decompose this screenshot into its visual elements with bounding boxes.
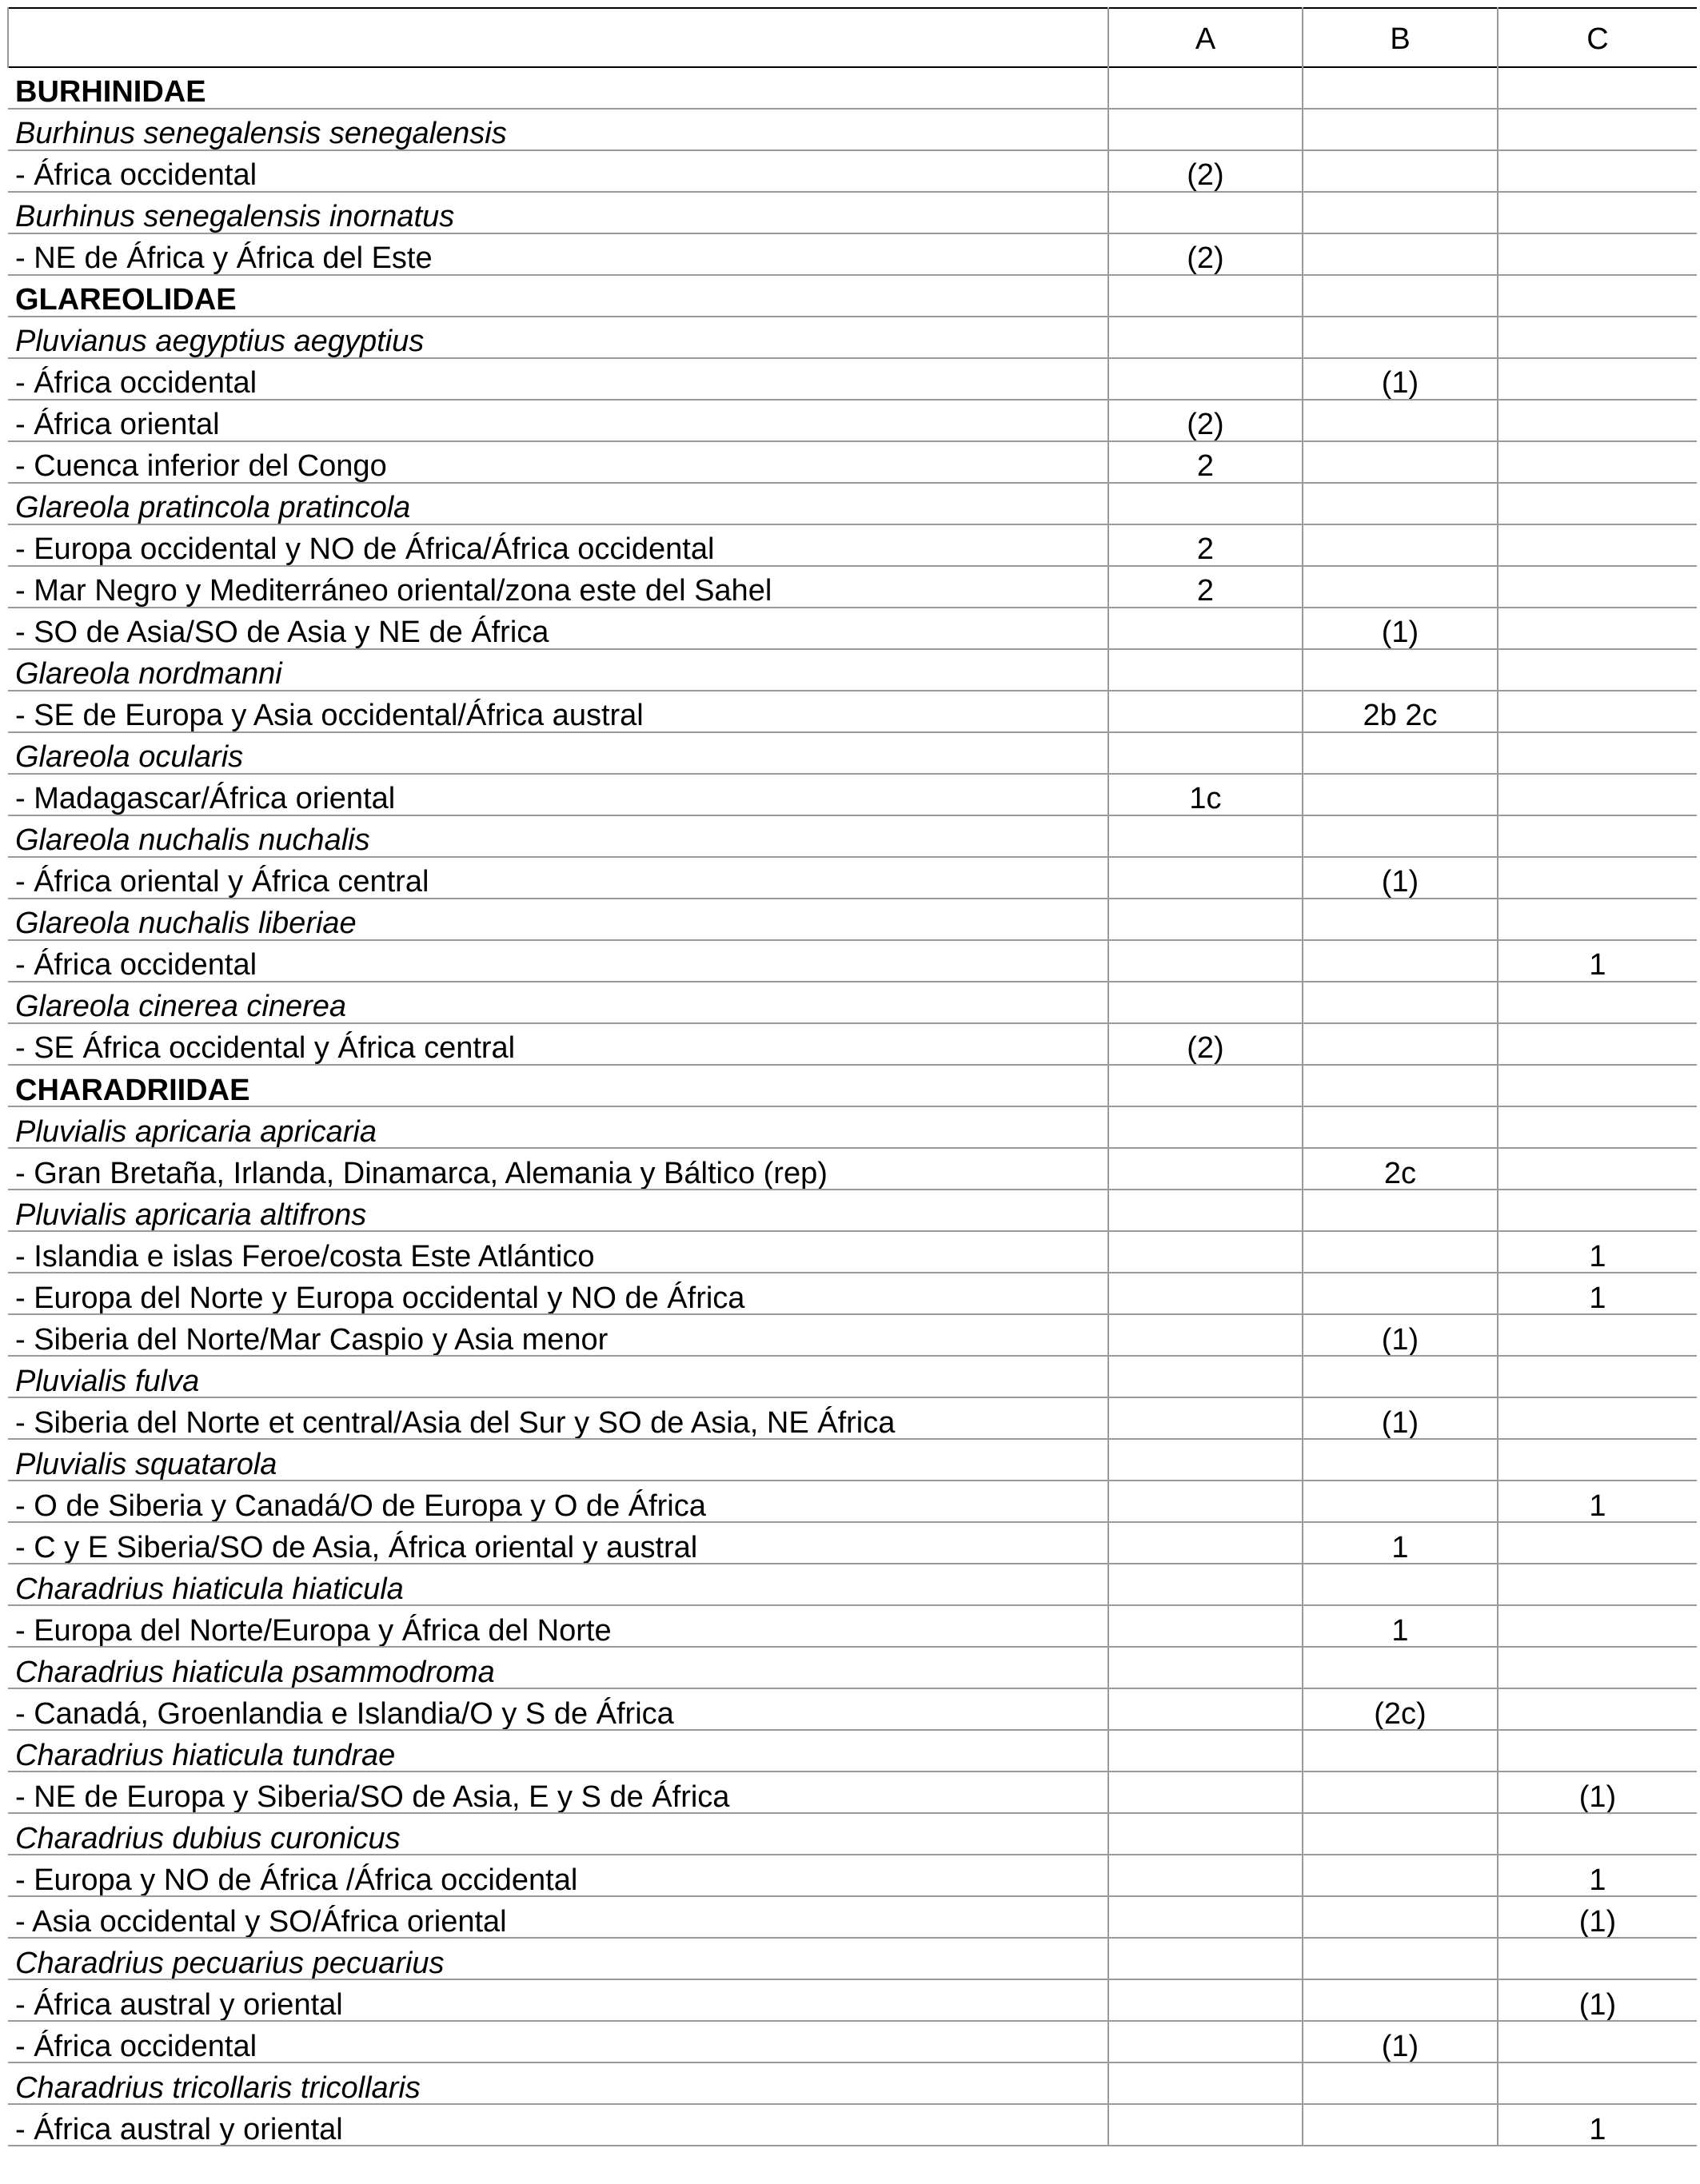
value-cell-c <box>1498 608 1697 649</box>
column-header-b: B <box>1303 8 1498 67</box>
species-row <box>8 1106 1697 1148</box>
population-name: - África oriental y África central <box>15 865 429 899</box>
value-cell-a <box>1108 1688 1303 1730</box>
value-cell-a <box>1108 1522 1303 1564</box>
value-cell-b <box>1303 1938 1498 1979</box>
value-cell-b <box>1303 317 1498 358</box>
value-cell-a <box>1108 1481 1303 1522</box>
value-cell-a <box>1108 899 1303 940</box>
population-name: - SE de Europa y Asia occidental/África austral <box>15 699 644 732</box>
value-cell-a <box>1108 2021 1303 2062</box>
value-cell-b <box>1303 67 1498 109</box>
value-cell-c: (1) <box>1498 1979 1697 2021</box>
population-name: - Siberia del Norte et central/Asia del Sur y SO de Asia, NE África <box>15 1406 896 1439</box>
population-name: - Europa y NO de África /África occidental <box>15 1863 578 1896</box>
species-row <box>8 815 1697 857</box>
value-cell-c <box>1498 1522 1697 1564</box>
value-cell-c <box>1498 649 1697 691</box>
value-cell-a <box>1108 857 1303 899</box>
value-cell-b <box>1303 524 1498 566</box>
column-header-a: A <box>1108 8 1303 67</box>
value-cell-c <box>1498 1023 1697 1065</box>
population-row <box>8 400 1697 441</box>
species-row <box>8 649 1697 691</box>
value-cell-b <box>1303 1190 1498 1231</box>
value-cell-b <box>1303 1356 1498 1397</box>
value-cell-c <box>1498 1356 1697 1397</box>
species-name: Pluvialis squatarola <box>15 1448 277 1481</box>
value-cell-c <box>1498 982 1697 1023</box>
population-name: - SE África occidental y África central <box>15 1031 516 1065</box>
species-row <box>8 2062 1697 2104</box>
value-cell-a <box>1108 1190 1303 1231</box>
value-cell-a <box>1108 649 1303 691</box>
population-row <box>8 1896 1697 1938</box>
population-name: - Europa occidental y NO de África/África occidental <box>15 532 715 566</box>
value-cell-b <box>1303 899 1498 940</box>
value-cell-a <box>1108 483 1303 524</box>
value-cell-b <box>1303 1855 1498 1896</box>
value-cell-a <box>1108 1564 1303 1605</box>
population-name: - Gran Bretaña, Irlanda, Dinamarca, Alemania y Báltico (rep) <box>15 1157 828 1190</box>
species-row <box>8 982 1697 1023</box>
species-name: Charadrius hiaticula tundrae <box>15 1739 396 1772</box>
species-row <box>8 899 1697 940</box>
value-cell-a: (2) <box>1108 233 1303 275</box>
population-row <box>8 1273 1697 1314</box>
value-cell-c <box>1498 1730 1697 1772</box>
value-cell-b <box>1303 1023 1498 1065</box>
value-cell-b <box>1303 400 1498 441</box>
species-name: Glareola nordmanni <box>15 657 282 691</box>
value-cell-b <box>1303 566 1498 608</box>
population-name: - África occidental <box>15 366 257 400</box>
species-name: Glareola ocularis <box>15 740 244 774</box>
population-name: - C y E Siberia/SO de Asia, África oriental y austral <box>15 1531 698 1564</box>
value-cell-b <box>1303 649 1498 691</box>
population-name: - África oriental <box>15 408 220 441</box>
value-cell-a: (2) <box>1108 150 1303 192</box>
value-cell-a: 1c <box>1108 774 1303 815</box>
value-cell-a <box>1108 317 1303 358</box>
value-cell-a <box>1108 1231 1303 1273</box>
value-cell-b: 2c <box>1303 1148 1498 1190</box>
value-cell-c <box>1498 899 1697 940</box>
population-row <box>8 1688 1697 1730</box>
column-header-c: C <box>1498 8 1697 67</box>
value-cell-a <box>1108 1772 1303 1813</box>
value-cell-b: (1) <box>1303 608 1498 649</box>
species-name: Charadrius dubius curonicus <box>15 1822 401 1855</box>
value-cell-c <box>1498 2021 1697 2062</box>
value-cell-c: 1 <box>1498 1855 1697 1896</box>
value-cell-b <box>1303 1813 1498 1855</box>
value-cell-a <box>1108 2062 1303 2104</box>
value-cell-a <box>1108 608 1303 649</box>
value-cell-b <box>1303 1772 1498 1813</box>
value-cell-a: 2 <box>1108 524 1303 566</box>
value-cell-b <box>1303 1481 1498 1522</box>
population-name: - Siberia del Norte/Mar Caspio y Asia menor <box>15 1323 609 1356</box>
table-body <box>8 67 1697 2146</box>
value-cell-c <box>1498 566 1697 608</box>
species-row <box>8 1813 1697 1855</box>
value-cell-a: 2 <box>1108 441 1303 483</box>
population-row <box>8 1148 1697 1190</box>
value-cell-c <box>1498 1106 1697 1148</box>
value-cell-a <box>1108 732 1303 774</box>
value-cell-b <box>1303 483 1498 524</box>
species-row <box>8 1564 1697 1605</box>
value-cell-c <box>1498 815 1697 857</box>
value-cell-c <box>1498 1397 1697 1439</box>
value-cell-c <box>1498 732 1697 774</box>
population-name: - Europa del Norte y Europa occidental y NO de África <box>15 1281 745 1314</box>
value-cell-a <box>1108 1314 1303 1356</box>
population-row <box>8 774 1697 815</box>
value-cell-b <box>1303 1065 1498 1106</box>
population-name: - Asia occidental y SO/África oriental <box>15 1905 507 1938</box>
value-cell-a <box>1108 192 1303 233</box>
value-cell-a <box>1108 815 1303 857</box>
value-cell-c <box>1498 1605 1697 1647</box>
value-cell-b: 1 <box>1303 1605 1498 1647</box>
value-cell-b <box>1303 815 1498 857</box>
value-cell-a <box>1108 1813 1303 1855</box>
population-row <box>8 441 1697 483</box>
population-row <box>8 1979 1697 2021</box>
value-cell-b <box>1303 150 1498 192</box>
species-name: Burhinus senegalensis senegalensis <box>15 117 507 150</box>
population-name: - Mar Negro y Mediterráneo oriental/zona este del Sahel <box>15 574 772 608</box>
population-row <box>8 1522 1697 1564</box>
value-cell-b <box>1303 192 1498 233</box>
population-row <box>8 524 1697 566</box>
population-name: - Europa del Norte/Europa y África del Norte <box>15 1614 612 1647</box>
value-cell-b: (1) <box>1303 358 1498 400</box>
value-cell-b <box>1303 233 1498 275</box>
population-name: - África austral y oriental <box>15 2113 343 2146</box>
species-row <box>8 483 1697 524</box>
population-name: - Islandia e islas Feroe/costa Este Atlántico <box>15 1240 595 1273</box>
value-cell-b <box>1303 940 1498 982</box>
species-row <box>8 109 1697 150</box>
value-cell-a <box>1108 1273 1303 1314</box>
value-cell-a: (2) <box>1108 1023 1303 1065</box>
value-cell-c <box>1498 1190 1697 1231</box>
population-row <box>8 1855 1697 1896</box>
value-cell-a <box>1108 109 1303 150</box>
value-cell-c <box>1498 192 1697 233</box>
value-cell-a <box>1108 691 1303 732</box>
species-name: Charadrius pecuarius pecuarius <box>15 1947 445 1979</box>
population-row <box>8 566 1697 608</box>
population-name: - Madagascar/África oriental <box>15 782 396 815</box>
value-cell-b: (1) <box>1303 2021 1498 2062</box>
value-cell-a <box>1108 1106 1303 1148</box>
value-cell-c: 1 <box>1498 1273 1697 1314</box>
family-name: GLAREOLIDAE <box>15 283 237 317</box>
value-cell-c <box>1498 1647 1697 1688</box>
value-cell-a <box>1108 1647 1303 1688</box>
value-cell-c <box>1498 774 1697 815</box>
population-row <box>8 608 1697 649</box>
value-cell-a <box>1108 67 1303 109</box>
species-name: Charadrius tricollaris tricollaris <box>15 2071 421 2104</box>
value-cell-c <box>1498 857 1697 899</box>
value-cell-a <box>1108 1439 1303 1481</box>
value-cell-c <box>1498 1564 1697 1605</box>
value-cell-a <box>1108 1397 1303 1439</box>
value-cell-a <box>1108 1979 1303 2021</box>
species-name: Pluvialis apricaria altifrons <box>15 1198 367 1231</box>
value-cell-b <box>1303 774 1498 815</box>
value-cell-b: (1) <box>1303 1397 1498 1439</box>
value-cell-b: 1 <box>1303 1522 1498 1564</box>
population-name: - SO de Asia/SO de Asia y NE de África <box>15 616 549 649</box>
value-cell-a <box>1108 1356 1303 1397</box>
value-cell-c <box>1498 1065 1697 1106</box>
value-cell-b <box>1303 1273 1498 1314</box>
population-name: - África occidental <box>15 948 257 982</box>
species-name: Glareola cinerea cinerea <box>15 990 347 1023</box>
value-cell-a <box>1108 2104 1303 2146</box>
value-cell-a <box>1108 1065 1303 1106</box>
value-cell-a <box>1108 275 1303 317</box>
population-name: - NE de África y África del Este <box>15 241 433 275</box>
value-cell-c <box>1498 524 1697 566</box>
population-row <box>8 2104 1697 2146</box>
species-name: Charadrius hiaticula hiaticula <box>15 1572 404 1605</box>
species-row <box>8 1647 1697 1688</box>
value-cell-b <box>1303 109 1498 150</box>
population-name: - Canadá, Groenlandia e Islandia/O y S de África <box>15 1697 674 1730</box>
value-cell-c <box>1498 1938 1697 1979</box>
species-name: Glareola pratincola pratincola <box>15 491 411 524</box>
value-cell-a <box>1108 358 1303 400</box>
value-cell-c <box>1498 233 1697 275</box>
value-cell-b <box>1303 1439 1498 1481</box>
value-cell-b: (2c) <box>1303 1688 1498 1730</box>
value-cell-c <box>1498 358 1697 400</box>
value-cell-b: (1) <box>1303 1314 1498 1356</box>
population-name: - O de Siberia y Canadá/O de Europa y O de África <box>15 1489 706 1522</box>
value-cell-b <box>1303 2062 1498 2104</box>
value-cell-a <box>1108 1855 1303 1896</box>
species-row <box>8 317 1697 358</box>
header-name-cell <box>8 8 1108 67</box>
population-row <box>8 1481 1697 1522</box>
species-row <box>8 1730 1697 1772</box>
value-cell-c <box>1498 1813 1697 1855</box>
population-row <box>8 2021 1697 2062</box>
population-name: - Cuenca inferior del Congo <box>15 449 387 483</box>
species-row <box>8 1439 1697 1481</box>
species-name: Glareola nuchalis nuchalis <box>15 823 370 857</box>
value-cell-c <box>1498 1148 1697 1190</box>
value-cell-a <box>1108 1605 1303 1647</box>
value-cell-b <box>1303 1896 1498 1938</box>
species-name: Pluvialis apricaria apricaria <box>15 1115 377 1148</box>
value-cell-c <box>1498 483 1697 524</box>
value-cell-a <box>1108 1896 1303 1938</box>
value-cell-c <box>1498 317 1697 358</box>
population-row <box>8 691 1697 732</box>
value-cell-b <box>1303 1231 1498 1273</box>
species-row <box>8 1190 1697 1231</box>
value-cell-c <box>1498 441 1697 483</box>
value-cell-c: 1 <box>1498 1231 1697 1273</box>
value-cell-c <box>1498 275 1697 317</box>
population-row <box>8 150 1697 192</box>
value-cell-c <box>1498 1439 1697 1481</box>
family-name: CHARADRIIDAE <box>15 1074 250 1106</box>
value-cell-b: 2b 2c <box>1303 691 1498 732</box>
population-row <box>8 857 1697 899</box>
species-row <box>8 192 1697 233</box>
value-cell-b <box>1303 1647 1498 1688</box>
value-cell-a <box>1108 1730 1303 1772</box>
population-row <box>8 940 1697 982</box>
value-cell-b <box>1303 2104 1498 2146</box>
population-row <box>8 1605 1697 1647</box>
species-name: Charadrius hiaticula psammodroma <box>15 1656 495 1688</box>
species-name: Pluvianus aegyptius aegyptius <box>15 325 425 358</box>
value-cell-a <box>1108 982 1303 1023</box>
species-status-table <box>7 7 1697 2146</box>
value-cell-b <box>1303 275 1498 317</box>
value-cell-c: (1) <box>1498 1896 1697 1938</box>
population-name: - NE de Europa y Siberia/SO de Asia, E y S de África <box>15 1780 730 1813</box>
population-row <box>8 1397 1697 1439</box>
value-cell-b <box>1303 1564 1498 1605</box>
species-name: Burhinus senegalensis inornatus <box>15 200 455 233</box>
value-cell-b <box>1303 441 1498 483</box>
family-row <box>8 1065 1697 1106</box>
value-cell-b <box>1303 1979 1498 2021</box>
family-row <box>8 275 1697 317</box>
value-cell-c: 1 <box>1498 2104 1697 2146</box>
value-cell-c <box>1498 109 1697 150</box>
value-cell-c <box>1498 400 1697 441</box>
family-name: BURHINIDAE <box>15 75 206 109</box>
population-row <box>8 1231 1697 1273</box>
value-cell-c: 1 <box>1498 1481 1697 1522</box>
value-cell-a <box>1108 1148 1303 1190</box>
value-cell-c <box>1498 150 1697 192</box>
value-cell-b <box>1303 982 1498 1023</box>
population-row <box>8 1772 1697 1813</box>
value-cell-c: 1 <box>1498 940 1697 982</box>
value-cell-c <box>1498 2062 1697 2104</box>
value-cell-a <box>1108 940 1303 982</box>
species-row <box>8 1356 1697 1397</box>
value-cell-c <box>1498 1314 1697 1356</box>
value-cell-c <box>1498 1688 1697 1730</box>
family-row <box>8 67 1697 109</box>
population-row <box>8 233 1697 275</box>
value-cell-b: (1) <box>1303 857 1498 899</box>
value-cell-c <box>1498 691 1697 732</box>
population-row <box>8 1023 1697 1065</box>
species-row <box>8 732 1697 774</box>
value-cell-b <box>1303 1106 1498 1148</box>
value-cell-a <box>1108 1938 1303 1979</box>
population-name: - África occidental <box>15 158 257 192</box>
population-row <box>8 358 1697 400</box>
population-row <box>8 1314 1697 1356</box>
species-name: Glareola nuchalis liberiae <box>15 907 357 940</box>
value-cell-a: 2 <box>1108 566 1303 608</box>
species-name: Pluvialis fulva <box>15 1365 200 1397</box>
value-cell-c: (1) <box>1498 1772 1697 1813</box>
value-cell-a: (2) <box>1108 400 1303 441</box>
value-cell-b <box>1303 732 1498 774</box>
value-cell-b <box>1303 1730 1498 1772</box>
population-name: - África austral y oriental <box>15 1988 343 2021</box>
header-row <box>8 8 1697 67</box>
species-row <box>8 1938 1697 1979</box>
population-name: - África occidental <box>15 2030 257 2062</box>
value-cell-c <box>1498 67 1697 109</box>
